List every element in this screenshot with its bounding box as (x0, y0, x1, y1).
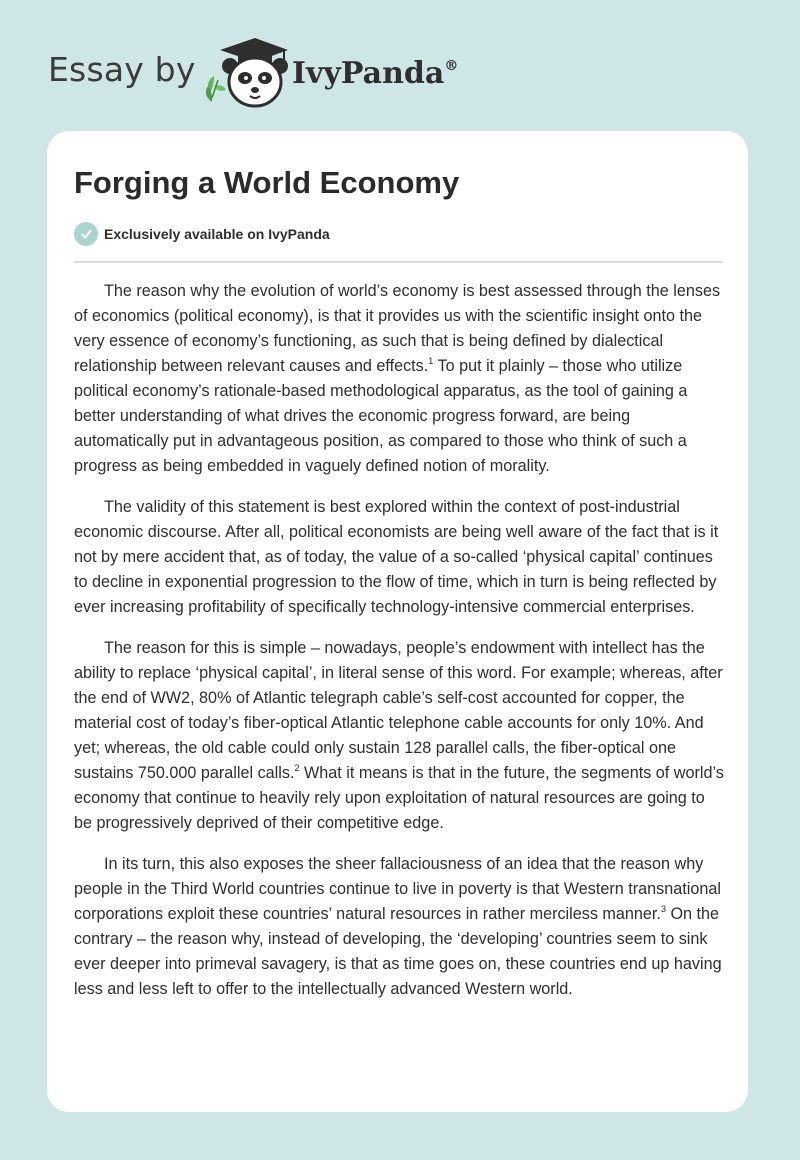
paragraph-text: In its turn, this also exposes the sheer fallaciousness of an idea that the reason why people in the Third World countries continue to live in poverty is that Western transnational corporations exploit these countries’ natural resources in rather merciless manner. (74, 855, 721, 923)
paragraph-text: The reason for this is simple – nowadays, people’s endowment with intellect has the ability to replace ‘physical capital’, in literal sense of this word. For example; whereas, after the end of WW2, 80% of Atlantic telegraph cable’s self-cost accounted for copper, the material cost of today’s fiber-optical Atlantic telephone cable accounts for only 10%. And yet; whereas, the old cable could only sustain 128 parallel calls, the fiber-optical one sustains 750.000 parallel calls. (74, 639, 723, 782)
footnote-ref[interactable]: 3 (660, 904, 666, 914)
panda-graduate-icon[interactable] (200, 36, 290, 108)
registered-mark: ® (444, 58, 459, 74)
essay-body (74, 279, 726, 1018)
paragraph (74, 279, 726, 479)
footnote-ref[interactable]: 1 (428, 356, 434, 366)
paragraph-text: The validity of this statement is best explored within the context of post-industrial economic discourse. After all, political economists are being well aware of the fact that is it not by mere accident that, as of today, the value of a so-called ‘physical capital’ continues to decline in exponential progression to the flow of time, which in turn is being reflected by ever increasing profitability of specifically technology-intensive commercial enterprises. (74, 498, 719, 616)
paragraph (74, 495, 726, 620)
paragraph-text: What it means is that in the future, the segments of world’s economy that continue to heavily rely upon exploitation of natural resources are going to be progressively deprived of their competitive edge. (74, 764, 724, 832)
essay-card (47, 131, 748, 1112)
paragraph (74, 852, 726, 1002)
site-header (0, 0, 800, 130)
title-divider (74, 261, 723, 263)
paragraph (74, 636, 726, 836)
paragraph-text: The reason why the evolution of world’s economy is best assessed through the lenses of economics (political economy), is that it provides us with the scientific insight onto the very essence of economy’s functioning, as such that is being defined by dialectical relationship between relevant causes and effects. (74, 282, 721, 375)
brand-text: IvyPanda (292, 56, 445, 91)
check-circle-icon (74, 222, 98, 246)
exclusive-badge (74, 221, 330, 247)
footnote-ref[interactable]: 2 (294, 763, 300, 773)
paragraph-text: To put it plainly – those who utilize political economy’s rationale-based methodological apparatus, as the tool of gaining a better understanding of what drives the economic progress forward, are being automatically put in advantageous position, as compared to those who think of such a progress as being embedded in vaguely defined notion of morality. (74, 357, 688, 475)
essay-title: Forging a World Economy (74, 165, 460, 200)
paragraph-text: On the contrary – the reason why, instead of developing, the ‘developing’ countries seem to sink ever deeper into primeval savagery, is that as time goes on, these countries end up having less and less left to offer to the intellectually advanced Western world. (74, 905, 722, 998)
exclusive-badge-label: Exclusively available on IvyPanda (104, 226, 330, 242)
brand-name[interactable] (292, 56, 458, 91)
essay-by-label: Essay by (48, 50, 196, 89)
